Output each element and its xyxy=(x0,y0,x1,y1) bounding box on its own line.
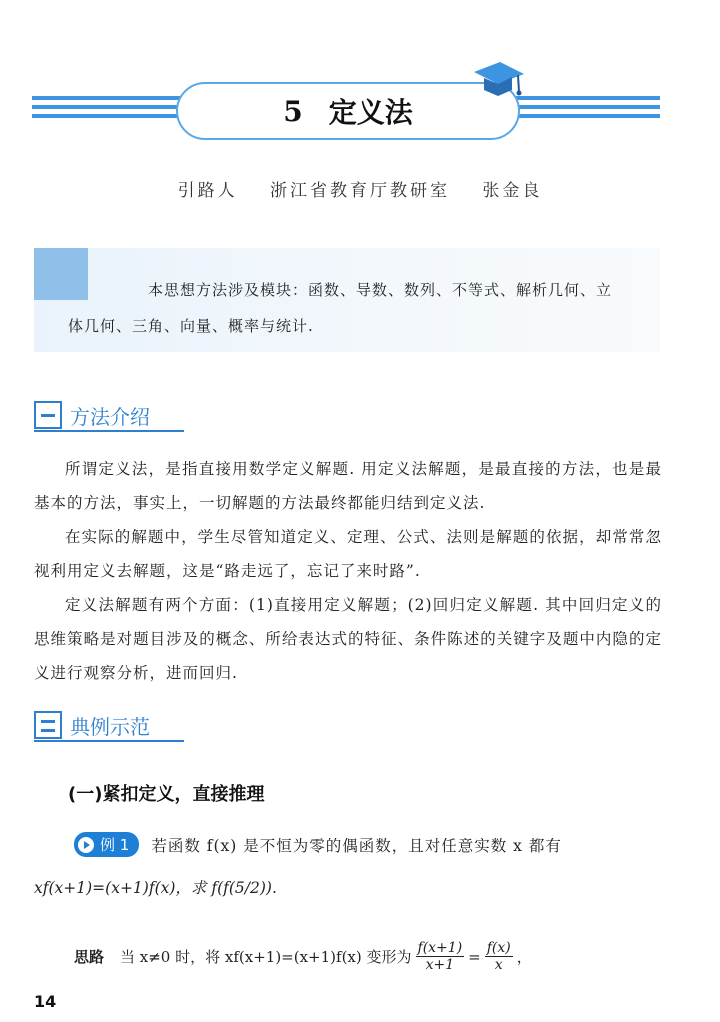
header-stripes-right xyxy=(516,96,660,130)
example-1 xyxy=(74,832,562,857)
page-number: 14 xyxy=(34,992,57,1011)
fraction-1 xyxy=(416,940,465,973)
fraction-2-num: f(x) xyxy=(486,940,511,956)
fraction-1-num: f(x+1) xyxy=(417,940,463,956)
example-line-2: xf(x+1)=(x+1)f(x)，求 f(f(5/2)). xyxy=(34,879,277,897)
example-text: 若函数 f(x) 是不恒为零的偶函数，且对任意实数 x 都有 xyxy=(151,836,562,855)
thinking-label: 思路 xyxy=(74,948,105,966)
author-name: 张金良 xyxy=(482,181,543,201)
author-line xyxy=(0,176,720,201)
paragraph: 定义法解题有两个方面：(1)直接用定义解题；(2)回归定义解题. 其中回归定义的思维策略是对题目涉及的概念、所给表达式的特征、条件陈述的关键字及题中内隐的定义进行观察分析，进而回归. xyxy=(34,596,662,682)
thinking-text: 当 x≠0 时，将 xf(x+1)=(x+1)f(x) 变形为 xyxy=(120,948,412,966)
graduation-cap-icon xyxy=(470,58,526,104)
section-underline-2 xyxy=(34,740,184,742)
fraction-2-den: x xyxy=(494,957,503,973)
section-underline-1 xyxy=(34,430,184,432)
header-stripes-left xyxy=(32,96,182,130)
thinking-line xyxy=(74,940,532,973)
section-index-2 xyxy=(34,711,62,739)
section-index-1 xyxy=(34,401,62,429)
section1-body xyxy=(34,452,662,690)
play-icon xyxy=(78,837,94,853)
fraction-2 xyxy=(485,940,513,973)
section-title-1: 方法介绍 xyxy=(70,404,150,429)
section-heading-1 xyxy=(34,400,150,430)
chapter-name: 定义法 xyxy=(328,96,413,129)
intro-line-1: 本思想方法涉及模块：函数、导数、数列、不等式、解析几何、立 xyxy=(148,281,613,299)
thinking-tail: ， xyxy=(516,948,532,966)
intro-line-2: 体几何、三角、向量、概率与统计. xyxy=(68,317,314,335)
chapter-number: 5 xyxy=(283,94,303,128)
subsection-title: (一)紧扣定义，直接推理 xyxy=(68,784,265,805)
author-org: 浙江省教育厅教研室 xyxy=(270,181,450,201)
example-label: 例 1 xyxy=(100,836,130,854)
section-title-2: 典例示范 xyxy=(70,714,150,739)
paragraph: 所谓定义法，是指直接用数学定义解题. 用定义法解题，是最直接的方法，也是最基本的方法，事实上，一切解题的方法最终都能归结到定义法. xyxy=(34,460,662,512)
example-badge xyxy=(74,832,139,857)
equals-sign: = xyxy=(468,947,481,966)
section-heading-2 xyxy=(34,710,150,740)
author-role: 引路人 xyxy=(177,181,238,201)
intro-text xyxy=(68,272,658,344)
fraction-1-den: x+1 xyxy=(425,957,455,973)
chapter-title xyxy=(176,82,520,140)
paragraph: 在实际的解题中，学生尽管知道定义、定理、公式、法则是解题的依据，却常常忽视利用定义去解题，这是“路走远了，忘记了来时路”. xyxy=(34,528,662,580)
